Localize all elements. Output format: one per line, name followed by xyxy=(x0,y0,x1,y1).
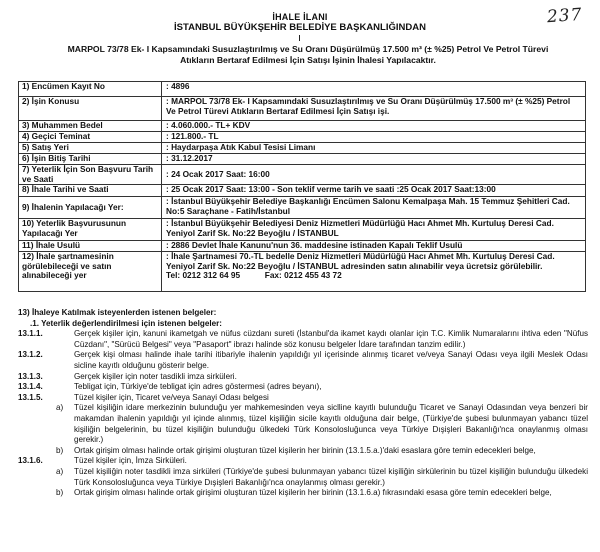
fax-number: Fax: 0212 455 43 72 xyxy=(264,270,342,281)
row-label: 11) İhale Usulü xyxy=(19,241,162,252)
item-text: Gerçek kişi olması halinde ihale tarihi itibariyle ihalenin yapıldığı yıl içerisinde alınmış ticaret ve/veya Sanayi Odası veya ilgili Meslek Odası sicline kayıtlı olduğunu gösterir belge. xyxy=(74,350,588,370)
item-number: 13.1.1. xyxy=(18,329,43,339)
table-row xyxy=(19,82,586,97)
table-row xyxy=(19,185,586,197)
sub-item xyxy=(18,403,588,445)
item-text: Gerçek kişiler için, kanuni ikametgah ve nüfus cüzdanı sureti (İstanbul'da ikamet kaydı olanlar için T.C. Kimlik Numaralarını ihtiva eden "Nüfus Cüzdanı", "Sürücü Belgesi" veya "Pasaport" ibrazı halinde söz konusu belgeler İdare tarafından tanzim edilir.) xyxy=(74,329,588,349)
authority-name: İSTANBUL BÜYÜKŞEHİR BELEDİYE BAŞKANLIĞINDAN xyxy=(174,22,426,33)
list-item xyxy=(18,456,588,467)
item-number: 13.1.6. xyxy=(18,456,43,466)
table-row xyxy=(19,219,586,241)
row-value: : İstanbul Büyükşehir Belediyesi Deniz Hizmetleri Müdürlüğü Hacı Ahmet Mh. Kurtuluş Deresi Cad. Yeniyol Zarif Sk. No:22 Beyoğlu / İSTANBUL xyxy=(162,219,586,241)
spec-purchase-info: : İhale Şartnamesi 70.-TL bedelle Deniz Hizmetleri Müdürlüğü Hacı Ahmet Mh. Kurtuluş Deresi Cad. Yeniyol Zarif Sk. No:22 Beyoğlu / İSTANBUL adresinden satın alınabilir veya ücretsiz görülebilir. xyxy=(166,251,555,271)
sub-item xyxy=(18,488,588,499)
table-row xyxy=(19,132,586,143)
item-text: Gerçek kişiler için noter tasdikli imza sirküleri. xyxy=(74,371,237,381)
sub-item-mark: b) xyxy=(56,445,64,455)
item-number: 13.1.5. xyxy=(18,392,43,402)
row-label: 5) Satış Yeri xyxy=(19,143,162,154)
row-value: : 31.12.2017 xyxy=(162,154,586,165)
row-value: : 2886 Devlet İhale Kanunu'nun 36. maddesine istinaden Kapalı Teklif Usulü xyxy=(162,241,586,252)
table-row xyxy=(19,143,586,154)
item-number: 13.1.2. xyxy=(18,350,43,360)
row-label: 1) Encümen Kayıt No xyxy=(19,82,162,97)
table-row xyxy=(19,97,586,121)
row-label: 4) Geçici Teminat xyxy=(19,132,162,143)
list-item xyxy=(18,372,588,383)
section-13-heading: 13) İhaleye Katılmak isteyenlerden istenen belgeler: xyxy=(18,308,217,317)
pen-mark xyxy=(299,35,300,41)
row-value: : 121.800.- TL xyxy=(162,132,586,143)
sub-item-mark: a) xyxy=(56,403,64,413)
sub-item-mark: b) xyxy=(56,488,64,498)
item-number: 13.1.3. xyxy=(18,371,43,381)
table-row xyxy=(19,197,586,219)
subject-line-1: MARPOL 73/78 Ek- I Kapsamındaki Susuzlaştırılmış ve Su Oranı Düşürülmüş 17.500 m³ (± %25) Petrol Ve Petrol Türevi xyxy=(67,44,549,54)
list-item xyxy=(18,329,588,350)
sub-item xyxy=(18,467,588,488)
row-label: 2) İşin Konusu xyxy=(19,97,162,121)
table-row xyxy=(19,121,586,132)
table-row xyxy=(19,154,586,165)
row-value: : 25 Ocak 2017 Saat: 13:00 - Son teklif verme tarih ve saati :25 Ocak 2017 Saat:13:00 xyxy=(162,185,586,197)
sub-item-mark: a) xyxy=(56,466,64,476)
row-value: : İstanbul Büyükşehir Belediye Başkanlığı Encümen Salonu Kemalpaşa Mah. 15 Temmuz Şehitleri Cad. No:5 Saraçhane - Fatih/İstanbul xyxy=(162,197,586,219)
row-value: : 4.060.000.- TL+ KDV xyxy=(162,121,586,132)
sub-item-text: Tüzel kişiliğin noter tasdikli imza sirküleri (Türkiye'de şubesi bulunmayan yabancı tüzel kişiliğin sirkülerinin bu tüzel kişiliğin bulunduğu ülkedeki Türk Konsolosluğunca veya Türkiye Dışişleri Bakanlığı'nca onaylanmış olması gerekir.) xyxy=(74,466,588,487)
row-value xyxy=(162,252,586,292)
phone-number: Tel: 0212 312 64 95 xyxy=(166,270,241,281)
sub-item xyxy=(18,446,588,457)
item-text: Tüzel kişiler için, Ticaret ve/veya Sanayi Odası belgesi xyxy=(74,392,269,402)
notice-title: İHALE İLANI xyxy=(272,12,328,22)
sub-item-text: Ortak girişim olması halinde ortak girişimi oluşturan tüzel kişilerin her birinin (13.1.5.a.)'daki esaslara göre temin edecekleri belge, xyxy=(74,445,536,455)
notice-subject xyxy=(30,44,586,66)
item-number: 13.1.4. xyxy=(18,382,43,392)
row-label: 12) İhale şartnamesinin görülebileceği ve satın alınabileceği yer xyxy=(19,252,162,292)
row-label: 9) İhalenin Yapılacağı Yer: xyxy=(19,197,162,219)
table-row xyxy=(19,241,586,252)
row-label: 7) Yeterlik İçin Son Başvuru Tarih ve Saati xyxy=(19,165,162,185)
table-row xyxy=(19,252,586,292)
contact-line xyxy=(166,271,582,281)
list-item xyxy=(18,393,588,404)
item-text: Tebligat için, Türkiye'de tebligat için adres göstermesi (adres beyanı), xyxy=(74,382,322,392)
row-value: : Haydarpaşa Atık Kabul Tesisi Limanı xyxy=(162,143,586,154)
row-label: 10) Yeterlik Başvurusunun Yapılacağı Yer xyxy=(19,219,162,241)
row-label: 8) İhale Tarihi ve Saati xyxy=(19,185,162,197)
row-label: 6) İşin Bitiş Tarihi xyxy=(19,154,162,165)
sub-item-text: Tüzel kişiliğin idare merkezinin bulunduğu yer mahkemesinden veya siclline kayıtlı bulunduğu Ticaret ve Sanayi Odasından veya benzeri bir makamdan ihalenin yapıldığı yıl içinde alınmış, tüzel kişiliğin sicile kayıtlı olduğuna dair belge, (Türkiye'de şubesi bulunmayan yabancı tüzel kişiliğin belgelerinin, bu tüzel kişiliğin bulunduğu ülkedeki Türk Konsolosluğunca veya Türkiye Dışişleri Bakanlığı'nca onaylanmış olması gerekir.) xyxy=(74,403,588,445)
list-item xyxy=(18,382,588,393)
section-13-1-heading: .1. Yeterlik değerlendirilmesi için istenen belgeler: xyxy=(30,318,222,328)
row-value: : 4896 xyxy=(162,82,586,97)
subject-line-2: Atıkların Bertaraf Edilmesi İçin Satışı İşinin İhalesi Yapılacaktır. xyxy=(180,55,436,65)
handwritten-page-number: 237 xyxy=(545,4,583,28)
table-row xyxy=(19,165,586,185)
list-item xyxy=(18,350,588,371)
requirements-section xyxy=(18,308,588,499)
row-value: : MARPOL 73/78 Ek- I Kapsamındaki Susuzlaştırılmış ve Su Oranı Düşürülmüş 17.500 m³ (± %25) Petrol Ve Petrol Türevi Atıkların Bertaraf Edilmesi İçin Satışı işi. xyxy=(162,97,586,121)
item-text: Tüzel kişiler için, İmza Sirküleri. xyxy=(74,456,187,466)
sub-item-text: Ortak girişim olması halinde ortak girişimi oluşturan tüzel kişilerin her birinin (13.1.6.a) fıkrasındaki esasa göre temin edecekleri belge, xyxy=(74,488,552,498)
row-value: : 24 Ocak 2017 Saat: 16:00 xyxy=(162,165,586,185)
tender-info-table xyxy=(18,81,586,292)
row-label: 3) Muhammen Bedel xyxy=(19,121,162,132)
